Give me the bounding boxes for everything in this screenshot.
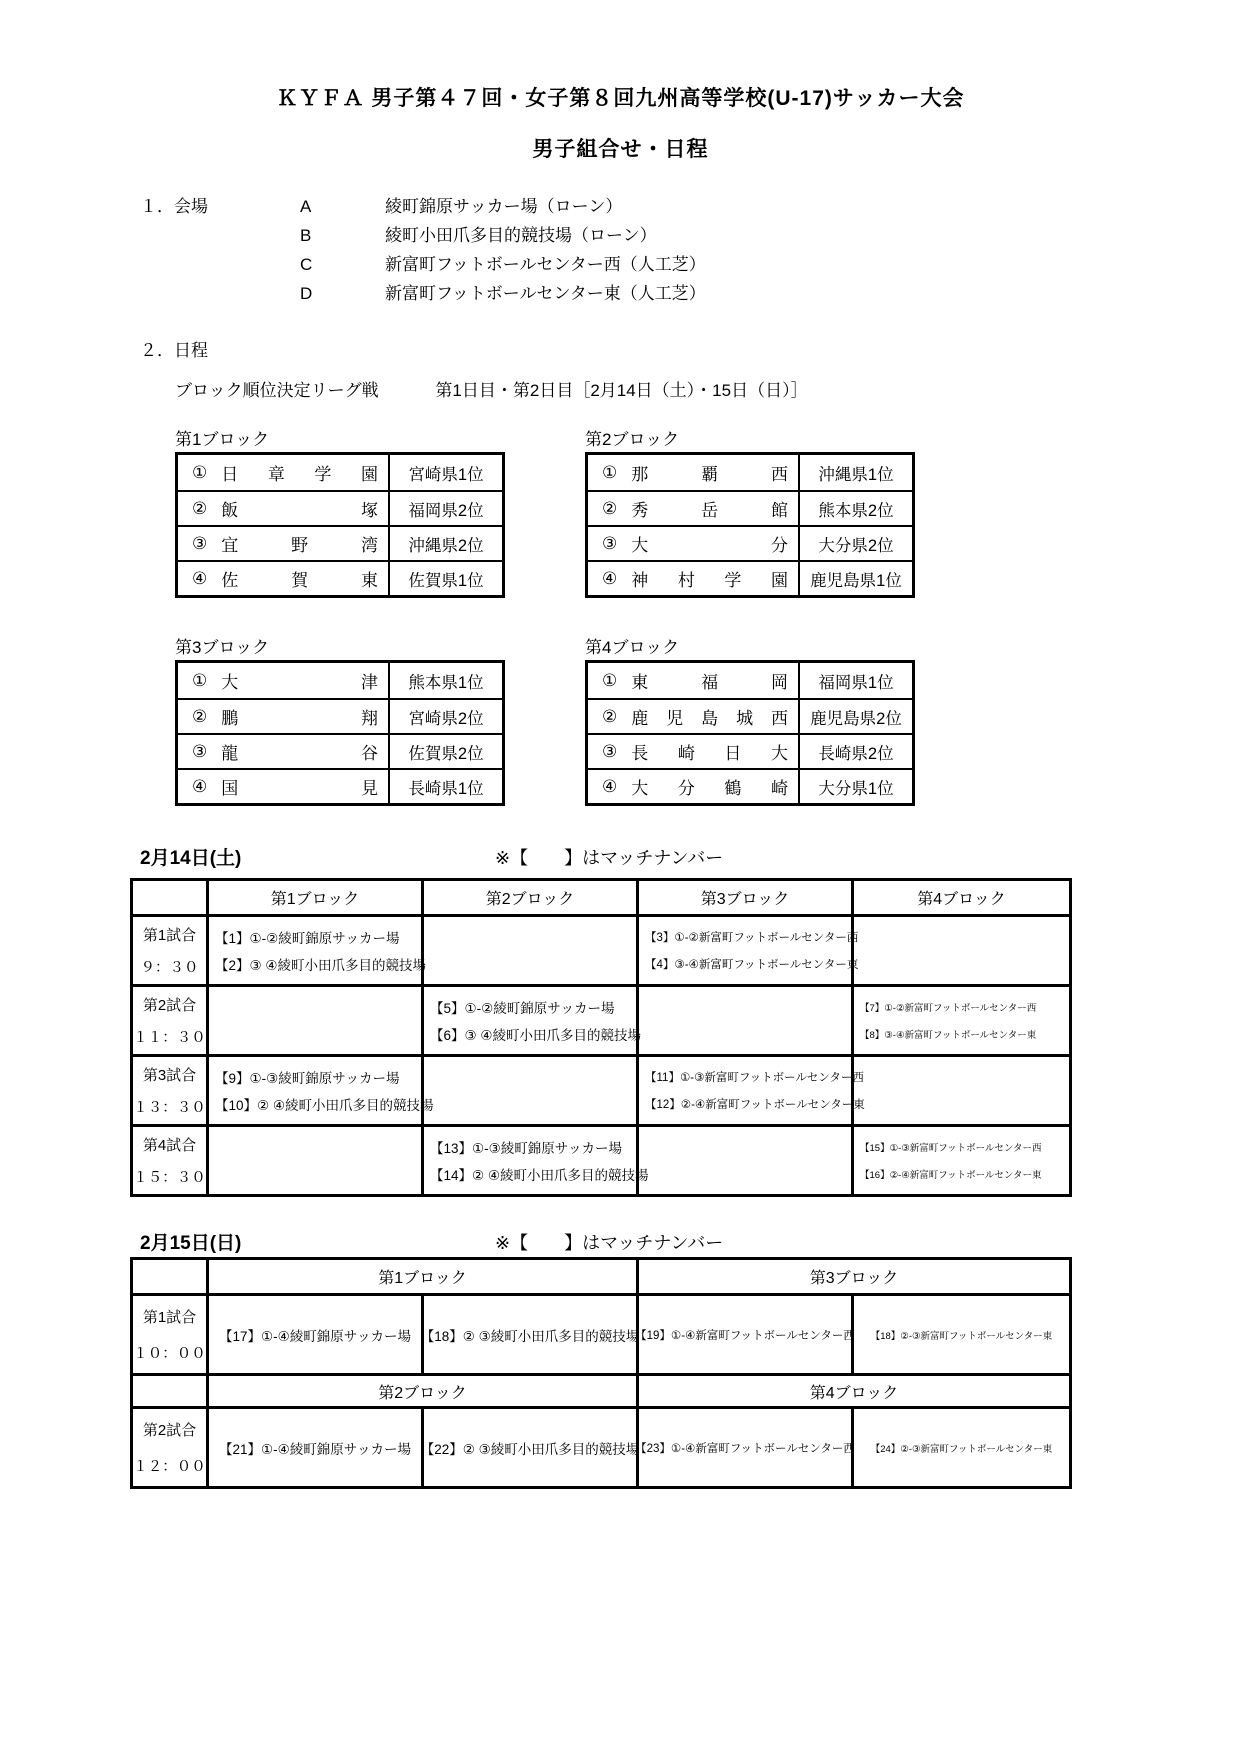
team-row bbox=[588, 490, 912, 525]
team-number: ④ bbox=[192, 776, 208, 796]
block-1 bbox=[175, 425, 505, 598]
column-header: 第4ブロック bbox=[917, 891, 1006, 908]
team-row bbox=[178, 733, 502, 768]
team-name: 飯 塚 bbox=[221, 501, 378, 520]
schedule-cell bbox=[854, 1409, 1069, 1486]
team-row bbox=[178, 698, 502, 733]
schedule-cell bbox=[639, 1057, 865, 1124]
game-time: １１：３０ bbox=[133, 1029, 206, 1046]
feb14-row-2 bbox=[133, 984, 1069, 1054]
team-name: 鹿 児 島 城 西 bbox=[631, 709, 788, 728]
team-number: ④ bbox=[192, 568, 208, 588]
team-seed: 佐賀県1位 bbox=[408, 571, 484, 590]
team-seed: 熊本県2位 bbox=[818, 501, 894, 520]
schedule-cell bbox=[639, 987, 854, 1054]
schedule-cell bbox=[209, 1057, 434, 1124]
match-line: 【1】①-②綾町錦原サッカー場 bbox=[215, 930, 400, 946]
block-title: 第3ブロック bbox=[175, 638, 270, 657]
schedule-heading: ２．日程 bbox=[140, 341, 208, 360]
team-seed: 鹿児島県2位 bbox=[810, 709, 902, 728]
header-blank bbox=[133, 1260, 209, 1293]
header-blank bbox=[133, 1376, 209, 1406]
team-row bbox=[588, 768, 912, 803]
team-name: 龍 谷 bbox=[221, 744, 378, 763]
team-row bbox=[178, 768, 502, 803]
game-label: 第2試合 bbox=[142, 1421, 197, 1439]
match-number-note: ※【 】はマッチナンバー bbox=[495, 848, 724, 868]
feb14-table bbox=[130, 878, 1072, 1197]
team-number: ③ bbox=[192, 741, 208, 761]
column-header: 第4ブロック bbox=[809, 1384, 899, 1402]
column-header: 第2ブロック bbox=[209, 1376, 639, 1406]
team-name: 大 分 bbox=[631, 536, 788, 555]
game-time: １０：００ bbox=[133, 1346, 206, 1363]
game-label-cell bbox=[133, 1057, 209, 1124]
venue-name: 綾町錦原サッカー場（ローン） bbox=[385, 197, 623, 216]
match-line: 【24】②-③新富町フットボールセンター東 bbox=[870, 1443, 1053, 1455]
team-seed: 大分県2位 bbox=[818, 536, 894, 555]
team-number: ② bbox=[602, 498, 618, 518]
game-label-cell bbox=[133, 1296, 209, 1373]
feb14-row-4 bbox=[133, 1124, 1069, 1194]
venue-name: 綾町小田爪多目的競技場（ローン） bbox=[385, 226, 657, 245]
venue-code: B bbox=[300, 226, 312, 245]
match-line: 【2】③ ④綾町小田爪多目的競技場 bbox=[215, 958, 426, 974]
match-line: 【4】③-④新富町フットボールセンター東 bbox=[645, 959, 859, 972]
header-blank bbox=[133, 881, 209, 914]
feb15-heading bbox=[140, 1228, 1040, 1254]
schedule-cell bbox=[854, 987, 1069, 1054]
team-number: ④ bbox=[602, 568, 618, 588]
game-label-cell bbox=[133, 1409, 209, 1486]
team-number: ② bbox=[192, 498, 208, 518]
team-name: 長 崎 日 大 bbox=[631, 744, 788, 763]
match-line: 【12】②-④新富町フットボールセンター東 bbox=[645, 1099, 865, 1112]
team-seed: 沖縄県2位 bbox=[408, 536, 484, 555]
match-line: 【10】② ④綾町小田爪多目的競技場 bbox=[215, 1098, 434, 1114]
match-line: 【21】①-④綾町錦原サッカー場 bbox=[219, 1441, 411, 1457]
venue-code: A bbox=[300, 197, 312, 216]
team-name: 那 覇 西 bbox=[631, 465, 788, 484]
match-line: 【22】② ③綾町小田爪多目的競技場 bbox=[420, 1441, 640, 1457]
team-seed: 宮崎県2位 bbox=[408, 709, 484, 728]
team-number: ② bbox=[602, 706, 618, 726]
team-seed: 福岡県1位 bbox=[818, 673, 894, 692]
team-seed: 長崎県1位 bbox=[408, 779, 484, 798]
game-label-cell bbox=[133, 917, 209, 984]
team-seed: 宮崎県1位 bbox=[408, 465, 484, 484]
team-row bbox=[588, 733, 912, 768]
feb14-heading bbox=[140, 843, 1040, 869]
feb15-row-1 bbox=[133, 1293, 1069, 1373]
venue-heading: １．会場 bbox=[140, 197, 208, 216]
doc-subtitle: 男子組合せ・日程 bbox=[532, 138, 709, 161]
schedule-cell bbox=[420, 1409, 640, 1486]
team-name: 日 章 学 園 bbox=[221, 465, 378, 484]
schedule-cell bbox=[854, 1057, 1069, 1124]
schedule-cell bbox=[639, 917, 859, 984]
team-row bbox=[588, 525, 912, 560]
schedule-cell bbox=[424, 987, 639, 1054]
match-line: 【16】②-④新富町フットボールセンター東 bbox=[860, 1170, 1042, 1182]
schedule-cell bbox=[424, 1127, 649, 1194]
league-label: ブロック順位決定リーグ戦 bbox=[175, 381, 379, 400]
match-line: 【6】③ ④綾町小田爪多目的競技場 bbox=[430, 1028, 641, 1044]
team-seed: 長崎県2位 bbox=[818, 744, 894, 763]
team-row bbox=[178, 490, 502, 525]
match-line: 【8】③-④新富町フットボールセンター東 bbox=[860, 1030, 1037, 1042]
league-dates: 第1日目・第2日目［2月14日（土）・15日（日）］ bbox=[435, 381, 808, 400]
game-time: １３：３０ bbox=[133, 1099, 206, 1116]
match-line: 【11】①-③新富町フットボールセンター西 bbox=[645, 1071, 864, 1084]
schedule-cell bbox=[854, 1127, 1069, 1194]
team-name: 秀 岳 館 bbox=[631, 501, 788, 520]
team-name: 東 福 岡 bbox=[631, 673, 788, 692]
team-name: 大 津 bbox=[221, 673, 378, 692]
team-number: ① bbox=[192, 670, 208, 690]
game-label: 第1試合 bbox=[142, 1308, 197, 1326]
feb14-date: 2月14日(土) bbox=[140, 848, 242, 869]
game-label: 第2試合 bbox=[142, 997, 197, 1015]
venue-section bbox=[140, 197, 706, 304]
schedule-cell bbox=[854, 917, 1069, 984]
team-row bbox=[588, 663, 912, 698]
block-tables bbox=[175, 425, 915, 806]
match-line: 【7】①-②新富町フットボールセンター西 bbox=[860, 1002, 1037, 1014]
schedule-cell bbox=[635, 1296, 855, 1373]
team-number: ③ bbox=[602, 533, 618, 553]
block-3 bbox=[175, 633, 505, 806]
team-name: 神 村 学 園 bbox=[631, 571, 788, 590]
team-row bbox=[178, 525, 502, 560]
feb15-table bbox=[130, 1257, 1072, 1489]
team-name: 宜 野 湾 bbox=[221, 536, 378, 555]
schedule-cell bbox=[420, 1296, 640, 1373]
schedule-cell bbox=[424, 1057, 639, 1124]
game-label-cell bbox=[133, 1127, 209, 1194]
game-label: 第1試合 bbox=[142, 927, 197, 945]
game-label: 第3試合 bbox=[142, 1067, 197, 1085]
game-label: 第4試合 bbox=[142, 1137, 197, 1155]
team-row bbox=[588, 698, 912, 733]
team-number: ① bbox=[192, 462, 208, 482]
league-line bbox=[175, 376, 808, 401]
game-label-cell bbox=[133, 987, 209, 1054]
column-header: 第3ブロック bbox=[639, 881, 854, 914]
schedule-cell bbox=[209, 917, 424, 984]
team-row bbox=[178, 455, 502, 490]
venue-code: C bbox=[300, 255, 313, 274]
venue-code: D bbox=[300, 284, 313, 303]
venue-name: 新富町フットボールセンター東（人工芝） bbox=[385, 284, 706, 303]
team-name: 国 見 bbox=[221, 779, 378, 798]
schedule-cell bbox=[854, 1296, 1069, 1373]
column-header: 第3ブロック bbox=[809, 1270, 899, 1287]
feb15-header-row-2 bbox=[133, 1373, 1069, 1406]
schedule-cell bbox=[209, 1296, 424, 1373]
team-row bbox=[178, 560, 502, 595]
match-line: 【23】①-④新富町フットボールセンター西 bbox=[635, 1442, 855, 1455]
feb14-row-1 bbox=[133, 914, 1069, 984]
column-header: 第2ブロック bbox=[424, 881, 639, 914]
team-seed: 熊本県1位 bbox=[408, 673, 484, 692]
team-number: ③ bbox=[602, 741, 618, 761]
team-number: ① bbox=[602, 670, 618, 690]
team-name: 大 分 鶴 崎 bbox=[631, 779, 788, 798]
doc-title: ＫＹＦＡ 男子第４７回・女子第８回九州高等学校(U-17)サッカー大会 bbox=[276, 87, 965, 110]
block-4 bbox=[585, 633, 915, 806]
team-row bbox=[178, 663, 502, 698]
block-title: 第2ブロック bbox=[585, 430, 680, 449]
feb15-header-row-1 bbox=[133, 1260, 1069, 1293]
game-time: １５：３０ bbox=[133, 1169, 206, 1186]
feb14-header-row bbox=[133, 881, 1069, 914]
block-table bbox=[585, 660, 915, 806]
feb15-date: 2月15日(日) bbox=[140, 1233, 242, 1254]
game-time: １２：００ bbox=[133, 1459, 206, 1476]
block-table bbox=[175, 660, 505, 806]
team-number: ① bbox=[602, 462, 618, 482]
team-row bbox=[588, 560, 912, 595]
match-line: 【18】② ③綾町小田爪多目的競技場 bbox=[420, 1328, 640, 1344]
team-name: 鵬 翔 bbox=[221, 709, 378, 728]
match-line: 【14】② ④綾町小田爪多目的競技場 bbox=[430, 1168, 649, 1184]
column-header: 第1ブロック bbox=[209, 1260, 639, 1293]
block-table bbox=[175, 452, 505, 598]
feb15-row-2 bbox=[133, 1406, 1069, 1486]
schedule-cell bbox=[209, 1409, 424, 1486]
venue-name: 新富町フットボールセンター西（人工芝） bbox=[385, 255, 706, 274]
block-2 bbox=[585, 425, 915, 598]
team-number: ③ bbox=[192, 533, 208, 553]
team-name: 佐 賀 東 bbox=[221, 571, 378, 590]
column-header: 第1ブロック bbox=[209, 881, 424, 914]
match-line: 【13】①-③綾町錦原サッカー場 bbox=[430, 1140, 622, 1156]
match-line: 【9】①-③綾町錦原サッカー場 bbox=[215, 1070, 400, 1086]
team-seed: 大分県1位 bbox=[818, 779, 894, 798]
block-title: 第4ブロック bbox=[585, 638, 680, 657]
team-seed: 福岡県2位 bbox=[408, 501, 484, 520]
match-line: 【3】①-②新富町フットボールセンター西 bbox=[645, 931, 859, 944]
team-seed: 佐賀県2位 bbox=[408, 744, 484, 763]
team-row bbox=[588, 455, 912, 490]
team-seed: 鹿児島県1位 bbox=[810, 571, 902, 590]
schedule-cell bbox=[639, 1127, 854, 1194]
match-number-note: ※【 】はマッチナンバー bbox=[495, 1233, 724, 1253]
team-number: ④ bbox=[602, 776, 618, 796]
schedule-cell bbox=[424, 917, 639, 984]
schedule-cell bbox=[635, 1409, 855, 1486]
match-line: 【17】①-④綾町錦原サッカー場 bbox=[219, 1328, 411, 1344]
schedule-cell bbox=[209, 987, 424, 1054]
game-time: ９：３０ bbox=[140, 959, 199, 976]
match-line: 【15】①-③新富町フットボールセンター西 bbox=[860, 1142, 1042, 1154]
team-seed: 沖縄県1位 bbox=[818, 465, 894, 484]
schedule-cell bbox=[209, 1127, 424, 1194]
block-title: 第1ブロック bbox=[175, 430, 270, 449]
team-number: ② bbox=[192, 706, 208, 726]
match-line: 【19】①-④新富町フットボールセンター西 bbox=[635, 1329, 855, 1342]
match-line: 【5】①-②綾町錦原サッカー場 bbox=[430, 1000, 615, 1016]
match-line: 【18】②-③新富町フットボールセンター東 bbox=[870, 1330, 1053, 1342]
feb14-row-3 bbox=[133, 1054, 1069, 1124]
block-table bbox=[585, 452, 915, 598]
